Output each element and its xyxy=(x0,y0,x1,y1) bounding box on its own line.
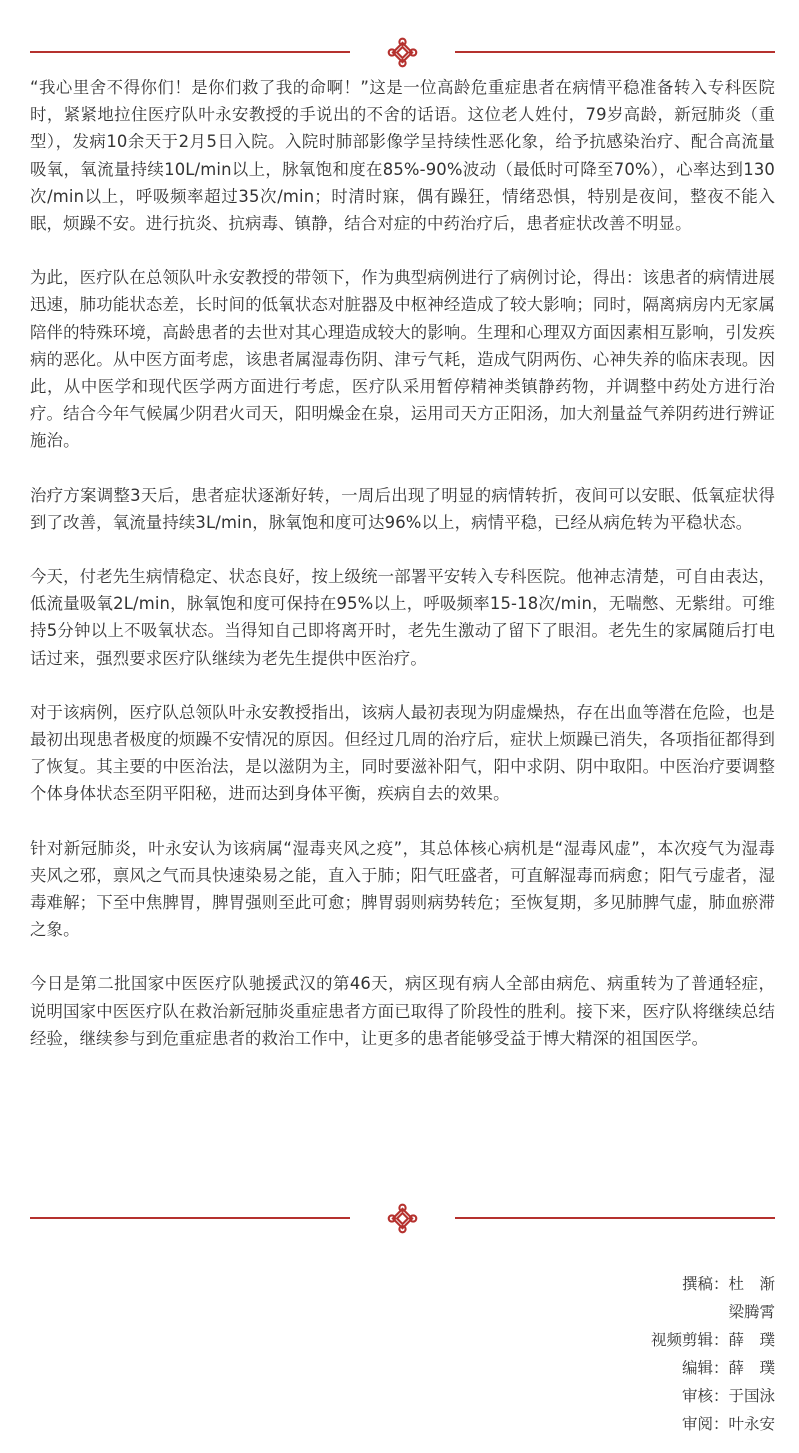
article-body xyxy=(30,74,775,1079)
paragraph: 治疗方案调整3天后，患者症状逐渐好转，一周后出现了明显的病情转折，夜间可以安眠、低氧症状得到了改善，氧流量持续3L/min，脉氧饱和度可达96%以上，病情平稳，已经从病危转为平稳状态。 xyxy=(30,485,775,532)
divider-line-left xyxy=(30,1217,350,1219)
paragraph: “我心里舍不得你们！是你们救了我的命啊！”这是一位高龄危重症患者在病情平稳准备转入专科医院时，紧紧地拉住医疗队叶永安教授的手说出的不舍的话语。这位老人姓付，79岁高龄，新冠肺炎（重型），发病10余天于2月5日入院。入院时肺部影像学呈持续性恶化象，给予抗感染治疗、配合高流量吸氧，氧流量持续10L/min以上，脉氧饱和度在85%-90%波动（最低时可降至70%），心率达到130次/min以上，呼吸频率超过35次/min；时清时寐，偶有躁狂，情绪恐惧，特别是夜间，整夜不能入眠，烦躁不安。进行抗炎、抗病毒、镇静，结合对症的中药治疗后，患者症状改善不明显。 xyxy=(30,78,775,234)
paragraph: 今日是第二批国家中医医疗队驰援武汉的第46天，病区现有病人全部由病危、病重转为了普通轻症，说明国家中医医疗队在救治新冠肺炎重症患者方面已取得了阶段性的胜利。接下来，医疗队将继续总结经验，继续参与到危重症患者的救治工作中，让更多的患者能够受益于博大精深的祖国医学。 xyxy=(30,974,775,1048)
paragraph: 对于该病例，医疗队总领队叶永安教授指出，该病人最初表现为阴虚燥热，存在出血等潜在危险，也是最初出现患者极度的烦躁不安情况的原因。但经过几周的治疗后，症状上烦躁已消失，各项指征都得到了恢复。其主要的中医治法，是以滋阴为主，同时要滋补阳气，阳中求阴、阴中取阳。中医治疗要调整个体身体状态至阴平阳秘，进而达到身体平衡，疾病自去的效果。 xyxy=(30,702,775,804)
credit-approver: 审阅：叶永安 xyxy=(681,1415,775,1433)
divider-line-right xyxy=(455,1217,775,1219)
chinese-knot-icon xyxy=(387,37,418,68)
credit-writer: 撰稿：杜 渐 xyxy=(681,1275,775,1293)
paragraph: 今天，付老先生病情稳定、状态良好，按上级统一部署平安转入专科医院。他神志清楚，可自由表达，低流量吸氧2L/min，脉氧饱和度可保持在95%以上，呼吸频率15-18次/min，无喘憋、无紫绀。可维持5分钟以上不吸氧状态。当得知自己即将离开时，老先生激动了留下了眼泪。老先生的家属随后打电话过来，强烈要求医疗队继续为老先生提供中医治疗。 xyxy=(30,567,775,668)
paragraph: 为此，医疗队在总领队叶永安教授的带领下，作为典型病例进行了病例讨论，得出：该患者的病情进展迅速，肺功能状态差，长时间的低氧状态对脏器及中枢神经造成了较大影响；同时，隔离病房内无家属陪伴的特殊环境，高龄患者的去世对其心理造成较大的影响。生理和心理双方面因素相互影响，引发疾病的恶化。从中医方面考虑，该患者属湿毒伤阴、津亏气耗，造成气阴两伤、心神失养的临床表现。因此，从中医学和现代医学两方面进行考虑，医疗队采用暂停精神类镇静药物，并调整中药处方进行治疗。结合今年气候属少阴君火司天，阳明燥金在泉，运用司天方正阳汤，加大剂量益气养阴药进行辨证施治。 xyxy=(30,268,775,451)
credits-block xyxy=(651,1270,775,1438)
credit-reviewer: 审核：于国泳 xyxy=(681,1387,775,1405)
chinese-knot-icon xyxy=(387,1203,418,1234)
credit-video-editor: 视频剪辑：薛 璞 xyxy=(650,1331,775,1349)
paragraph: 针对新冠肺炎，叶永安认为该病属“湿毒夹风之疫”，其总体核心病机是“湿毒风虚”，本次疫气为湿毒夹风之邪，禀风之气而具快速染易之能，直入于肺；阳气旺盛者，可直解湿毒而病愈；阳气亏虚者，湿毒难解；下至中焦脾胃，脾胃强则至此可愈；脾胃弱则病势转危；至恢复期，多见肺脾气虚，肺血瘀滞之象。 xyxy=(30,838,775,940)
bottom-divider xyxy=(30,1203,775,1233)
credit-writer-2: 梁腾霄 xyxy=(728,1303,775,1321)
credit-editor: 编辑：薛 璞 xyxy=(681,1359,775,1377)
divider-line-left xyxy=(30,51,350,53)
divider-line-right xyxy=(455,51,775,53)
top-divider xyxy=(30,37,775,67)
